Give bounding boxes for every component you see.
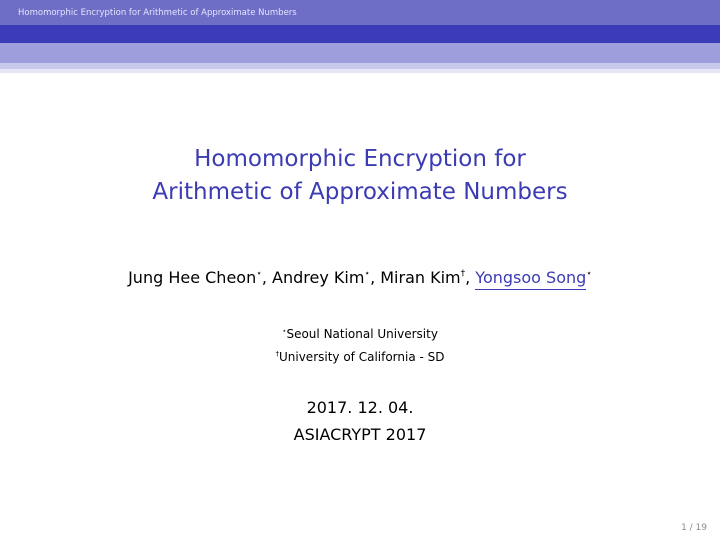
author-name: Jung Hee Cheon	[128, 268, 257, 287]
author-separator: ,	[261, 268, 273, 287]
author-separator: ,	[370, 268, 381, 287]
slide-title	[0, 143, 720, 209]
header-title[interactable]: Homomorphic Encryption for Arithmetic of Approximate Numbers	[18, 8, 297, 18]
slide-title-line-2: Arithmetic of Approximate Numbers	[152, 179, 568, 205]
venue: ASIACRYPT 2017	[293, 425, 427, 444]
affiliation-1	[0, 327, 720, 341]
affiliation-mark: ⋆	[282, 327, 287, 335]
header-band-fade	[0, 69, 720, 73]
author-link-yongsoo-song[interactable]: Yongsoo Song	[475, 268, 586, 290]
author-name: Andrey Kim	[272, 268, 365, 287]
header-bar	[0, 0, 720, 28]
page-number: 1 / 19	[681, 523, 707, 533]
presentation-date: 2017. 12. 04.	[306, 398, 414, 417]
author-mark: †	[460, 269, 466, 279]
author-mark: ⋆	[256, 269, 262, 279]
author-mark: ⋆	[586, 269, 592, 279]
affiliation-name: University of California - SD	[278, 350, 445, 364]
affiliation-2	[0, 350, 720, 364]
header-band-dark	[0, 25, 720, 43]
header-band-mid	[0, 43, 720, 63]
affiliation-mark: †	[275, 350, 279, 358]
header-top-band	[0, 0, 720, 25]
affiliation-name: Seoul National University	[286, 327, 438, 341]
author-list	[0, 268, 720, 287]
author-separator: ,	[465, 268, 476, 287]
author-name: Miran Kim	[380, 268, 461, 287]
slide-title-line-1: Homomorphic Encryption for	[194, 146, 526, 172]
author-mark: ⋆	[364, 269, 371, 279]
